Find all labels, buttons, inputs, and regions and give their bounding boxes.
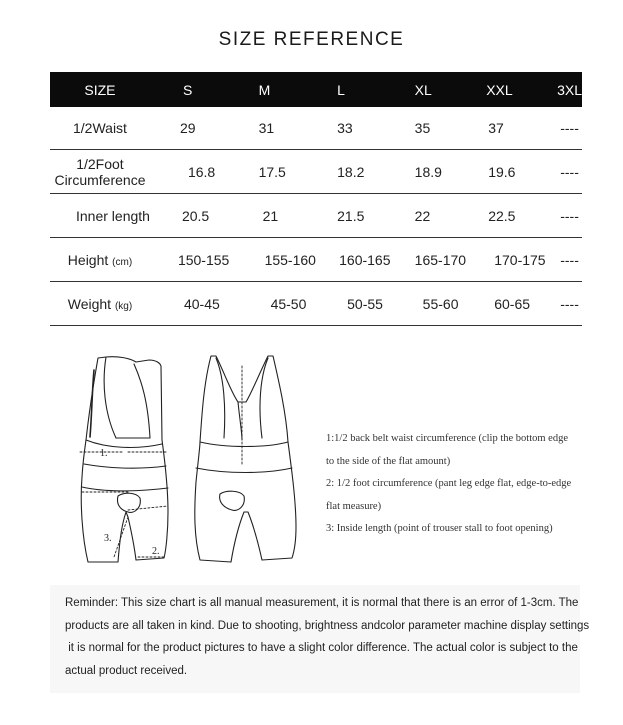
reminder-line: Reminder: This size chart is all manual measurement, it is normal that there is an error of 1-3cm. The xyxy=(65,597,579,609)
row-unit: (cm) xyxy=(112,256,133,268)
header-xl: XL xyxy=(411,72,487,107)
size-table xyxy=(50,72,582,326)
cell: ---- xyxy=(557,238,582,282)
cell: 17.5 xyxy=(257,150,336,194)
row-label-text: Inner length xyxy=(76,207,150,224)
cell: ---- xyxy=(557,150,582,194)
cell: 31 xyxy=(257,107,336,150)
note-line: 3: Inside length (point of trouser stall to foot opening) xyxy=(326,523,553,534)
back-view-garment xyxy=(195,356,296,562)
row-label xyxy=(50,238,150,282)
reminder-box xyxy=(50,585,590,693)
table-row xyxy=(50,107,582,150)
header-xxl: XXL xyxy=(486,72,557,107)
cell: 50-55 xyxy=(335,282,411,326)
row-label xyxy=(50,107,150,150)
table-row xyxy=(50,282,582,326)
cell: ---- xyxy=(557,282,582,326)
table-row xyxy=(50,194,582,238)
cell: 45-50 xyxy=(257,282,336,326)
row-label-text: Weight xyxy=(67,295,112,312)
header-s: S xyxy=(150,72,257,107)
cell: 165-170 xyxy=(411,238,487,282)
row-label-line2: Circumference xyxy=(54,171,146,188)
cell: 29 xyxy=(150,107,257,150)
cell: ---- xyxy=(557,194,582,238)
cell: 18.9 xyxy=(411,150,487,194)
cell: ---- xyxy=(557,107,582,150)
header-3xl: 3XL xyxy=(557,72,582,107)
cell: 37 xyxy=(486,107,557,150)
row-label-line1: 1/2Foot xyxy=(76,155,124,172)
measure-label-3: 3. xyxy=(104,533,112,544)
cell: 150-155 xyxy=(150,238,257,282)
row-label xyxy=(50,282,150,326)
row-label-text: 1/2Waist xyxy=(73,120,127,136)
note-line: 1:1/2 back belt waist circumference (clip the bottom edge xyxy=(326,433,568,444)
reminder-line: it is normal for the product pictures to have a slight color difference. The actual color is subject to the xyxy=(65,642,578,654)
cell: 35 xyxy=(411,107,487,150)
cell: 18.2 xyxy=(335,150,411,194)
measurement-notes xyxy=(326,428,606,541)
cell: 40-45 xyxy=(150,282,257,326)
header-l: L xyxy=(335,72,411,107)
table-row xyxy=(50,150,582,194)
bib-shorts-diagram xyxy=(76,352,308,567)
cell: 22.5 xyxy=(486,194,557,238)
cell: 33 xyxy=(335,107,411,150)
cell: 60-65 xyxy=(486,282,557,326)
cell: 21.5 xyxy=(335,194,411,238)
header-m: M xyxy=(257,72,336,107)
row-label xyxy=(50,150,150,194)
reminder-line: actual product received. xyxy=(65,664,188,677)
header-size: SIZE xyxy=(50,72,150,107)
front-view-garment xyxy=(81,357,168,562)
reminder-line: products are all taken in kind. Due to shooting, brightness andcolor parameter machine display settings xyxy=(65,619,590,632)
cell: 160-165 xyxy=(335,238,411,282)
row-label xyxy=(50,194,150,238)
cell: 22 xyxy=(411,194,487,238)
cell: 55-60 xyxy=(411,282,487,326)
cell: 21 xyxy=(257,194,336,238)
cell: 170-175 xyxy=(486,238,557,282)
measure-label-1: 1. xyxy=(100,448,108,459)
page-title: SIZE REFERENCE xyxy=(218,29,405,50)
row-unit: (kg) xyxy=(114,300,133,312)
note-line: 2: 1/2 foot circumference (pant leg edge flat, edge-to-edge xyxy=(326,478,572,489)
table-header-row xyxy=(50,72,582,107)
note-line: to the side of the flat amount) xyxy=(326,455,451,467)
note-line: flat measure) xyxy=(326,500,382,512)
cell: 16.8 xyxy=(150,150,257,194)
cell: 155-160 xyxy=(257,238,336,282)
table-row xyxy=(50,238,582,282)
measure-label-2: 2. xyxy=(152,546,160,557)
cell: 20.5 xyxy=(150,194,257,238)
row-label-text: Height xyxy=(67,251,109,268)
cell: 19.6 xyxy=(486,150,557,194)
